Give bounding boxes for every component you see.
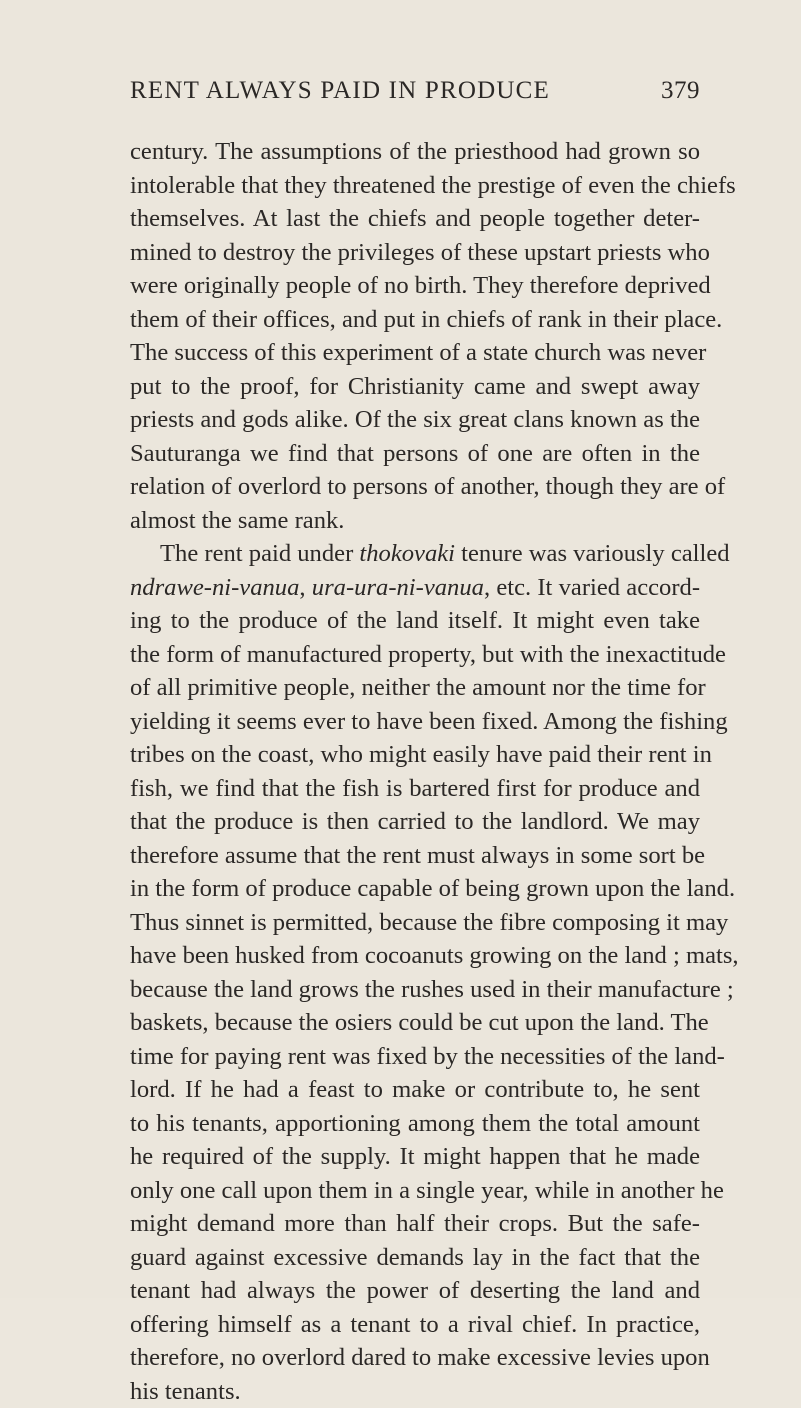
- text-line: because the land grows the rushes used in their manufacture ;: [130, 973, 700, 1007]
- text-line: intolerable that they threatened the prestige of even the chiefs: [130, 169, 700, 203]
- text-line: [130, 571, 700, 605]
- text-line: themselves. At last the chiefs and people together deter-: [130, 202, 700, 236]
- text-line: yielding it seems ever to have been fixed. Among the fishing: [130, 705, 700, 739]
- text-line: he required of the supply. It might happen that he made: [130, 1140, 700, 1174]
- text-line: tenant had always the power of deserting the land and: [130, 1274, 700, 1308]
- text-line: them of their offices, and put in chiefs of rank in their place.: [130, 303, 700, 337]
- italic-term: thokovaki: [359, 540, 455, 567]
- text-line: relation of overlord to persons of another, though they are of: [130, 470, 700, 504]
- text-line: ing to the produce of the land itself. It might even take: [130, 604, 700, 638]
- text-line: Thus sinnet is permitted, because the fibre composing it may: [130, 906, 700, 940]
- text-line: lord. If he had a feast to make or contribute to, he sent: [130, 1073, 700, 1107]
- text-line: were originally people of no birth. They therefore deprived: [130, 269, 700, 303]
- text-line: have been husked from cocoanuts growing on the land ; mats,: [130, 939, 700, 973]
- text-line: mined to destroy the privileges of these upstart priests who: [130, 236, 700, 270]
- text-line: almost the same rank.: [130, 504, 700, 538]
- text-line: century. The assumptions of the priesthood had grown so: [130, 135, 700, 169]
- text-line: to his tenants, apportioning among them the total amount: [130, 1107, 700, 1141]
- text-line: tribes on the coast, who might easily have paid their rent in: [130, 738, 700, 772]
- text-line: [130, 537, 700, 571]
- text-line: time for paying rent was fixed by the necessities of the land-: [130, 1040, 700, 1074]
- text-line: The success of this experiment of a state church was never: [130, 336, 700, 370]
- text-fragment: ,: [299, 574, 311, 601]
- text-fragment: The rent paid under: [160, 540, 359, 567]
- text-line: his tenants.: [130, 1375, 700, 1408]
- text-fragment: , etc. It varied accord-: [484, 574, 700, 601]
- text-line: baskets, because the osiers could be cut upon the land. The: [130, 1006, 700, 1040]
- text-line: only one call upon them in a single year, while in another he: [130, 1174, 700, 1208]
- text-line: the form of manufactured property, but with the inexactitude: [130, 638, 700, 672]
- paragraph-1: [130, 135, 700, 537]
- text-line: offering himself as a tenant to a rival chief. In practice,: [130, 1308, 700, 1342]
- text-line: therefore, no overlord dared to make excessive levies upon: [130, 1341, 700, 1375]
- text-line: that the produce is then carried to the landlord. We may: [130, 805, 700, 839]
- body-text: [130, 135, 700, 1408]
- page-number: 379: [661, 73, 700, 109]
- text-line: guard against excessive demands lay in the fact that the: [130, 1241, 700, 1275]
- running-title: RENT ALWAYS PAID IN PRODUCE: [130, 73, 550, 109]
- text-line: Sauturanga we find that persons of one are often in the: [130, 437, 700, 471]
- running-header: [130, 73, 700, 109]
- text-line: therefore assume that the rent must always in some sort be: [130, 839, 700, 873]
- text-line: might demand more than half their crops. But the safe-: [130, 1207, 700, 1241]
- text-line: put to the proof, for Christianity came and swept away: [130, 370, 700, 404]
- paragraph-2: [130, 537, 700, 1408]
- text-fragment: tenure was variously called: [455, 540, 730, 567]
- italic-term: ndrawe-ni-vanua: [130, 574, 299, 601]
- text-line: priests and gods alike. Of the six great clans known as the: [130, 403, 700, 437]
- text-line: in the form of produce capable of being grown upon the land.: [130, 872, 700, 906]
- text-line: of all primitive people, neither the amount nor the time for: [130, 671, 700, 705]
- text-line: fish, we find that the fish is bartered first for produce and: [130, 772, 700, 806]
- italic-term: ura-ura-ni-vanua: [312, 574, 484, 601]
